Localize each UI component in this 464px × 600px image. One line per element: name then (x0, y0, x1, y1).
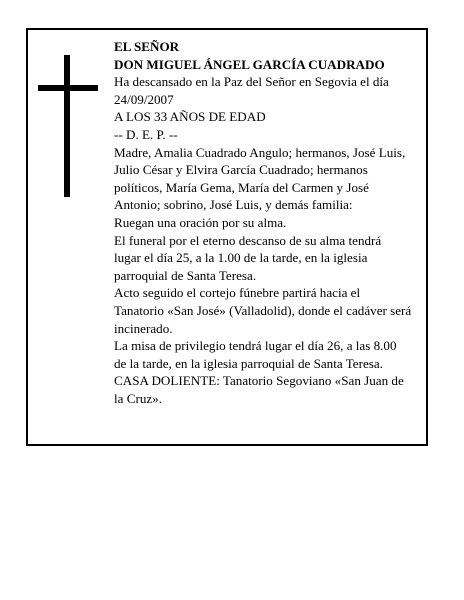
mourning-house-line: CASA DOLIENTE: Tanatorio Segoviano «San Juan de (114, 373, 404, 389)
mourning-house-line: la Cruz». (114, 390, 162, 406)
prayer-request: Ruegan una oración por su alma. (114, 214, 287, 230)
mass-line: La misa de privilegio tendrá lugar el día 26, a las 8.00 (114, 338, 397, 354)
notice-line: Ha descansado en la Paz del Señor en Segovia el día (114, 74, 389, 90)
cross-vertical-bar (64, 55, 70, 197)
mass-line: de la tarde, en la iglesia parroquial de Santa Teresa. (114, 355, 383, 371)
funeral-line: parroquial de Santa Teresa. (114, 267, 257, 283)
family-line: Madre, Amalia Cuadrado Angulo; hermanos, José Luis, (114, 144, 406, 160)
cortege-line: Acto seguido el cortejo fúnebre partirá hacia el (114, 285, 361, 301)
obituary-text (114, 38, 426, 407)
family-line: políticos, María Gema, María del Carmen y José (114, 179, 369, 195)
cross-horizontal-bar (38, 85, 98, 91)
honorific: EL SEÑOR (114, 39, 180, 54)
age-line: A LOS 33 AÑOS DE EDAD (114, 109, 266, 125)
cortege-line: Tanatorio «San José» (Valladolid), donde el cadáver será (114, 302, 412, 318)
cortege-line: incinerado. (114, 320, 173, 336)
date-of-death: 24/09/2007 (114, 91, 174, 107)
funeral-line: El funeral por el eterno descanso de su alma tendrá (114, 232, 382, 248)
funeral-line: lugar el día 25, a la 1.00 de la tarde, en la iglesia (114, 250, 368, 266)
rip-line: -- D. E. P. -- (114, 126, 178, 142)
deceased-name: DON MIGUEL ÁNGEL GARCÍA CUADRADO (114, 56, 385, 72)
family-line: Julio César y Elvira García Cuadrado; hermanos (114, 162, 368, 178)
family-line: Antonio; sobrino, José Luis, y demás familia: (114, 197, 353, 213)
